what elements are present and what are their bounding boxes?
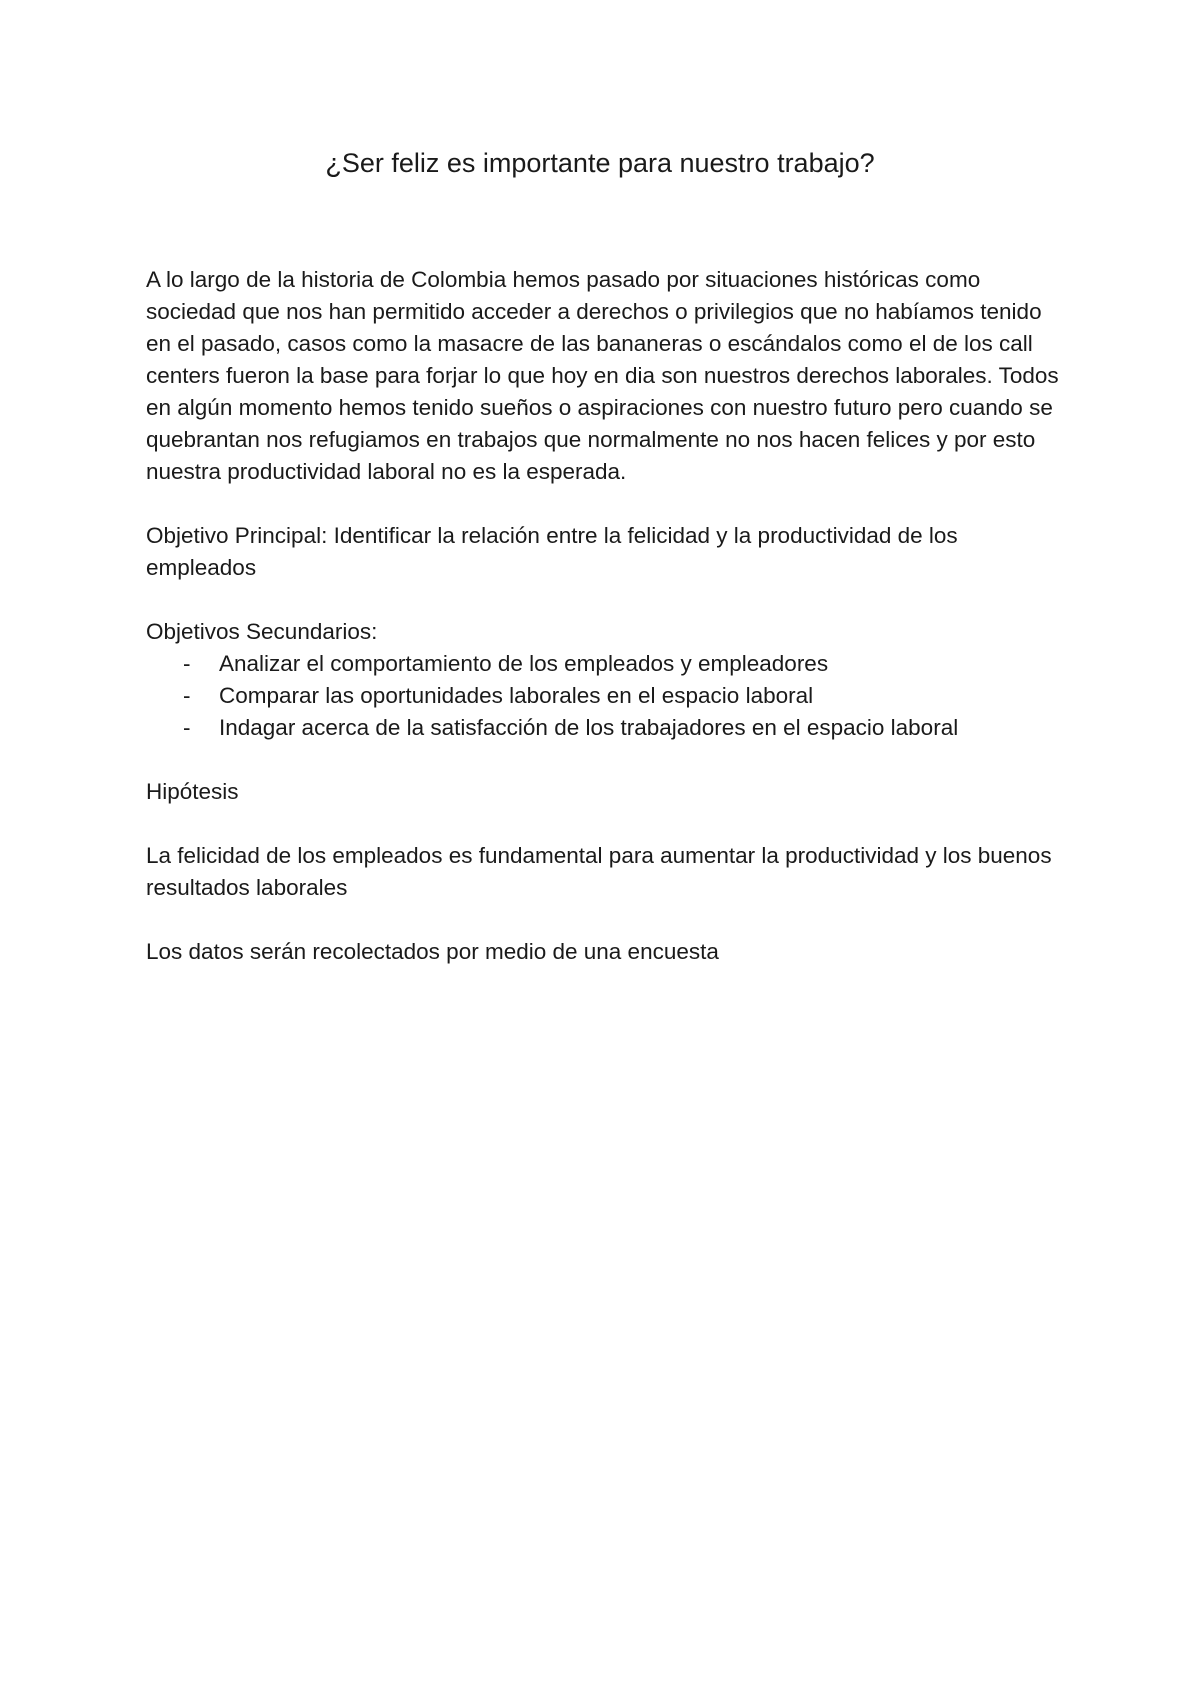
secondary-objectives-list xyxy=(146,648,1066,744)
document-title: ¿Ser feliz es importante para nuestro trabajo? xyxy=(325,148,875,178)
document-body xyxy=(146,264,1066,1000)
list-item xyxy=(146,712,1066,744)
hypothesis-heading: Hipótesis xyxy=(146,779,239,804)
list-item xyxy=(146,680,1066,712)
list-item-text: Analizar el comportamiento de los empleados y empleadores xyxy=(219,651,829,676)
bullet-dash: - xyxy=(183,715,191,740)
data-collection-paragraph: Los datos serán recolectados por medio de una encuesta xyxy=(146,939,719,964)
list-item-text: Indagar acerca de la satisfacción de los trabajadores en el espacio laboral xyxy=(219,715,959,740)
secondary-objectives-heading: Objetivos Secundarios: xyxy=(146,619,378,644)
bullet-dash: - xyxy=(183,683,191,708)
intro-paragraph: A lo largo de la historia de Colombia hemos pasado por situaciones históricas como sociedad que nos han permitido acceder a derechos o privilegios que no habíamos tenido en el pasado, casos como la masacre de las bananeras o escándalos como el de los call centers fueron la base para forjar lo que hoy en dia son nuestros derechos laborales. Todos en algún momento hemos tenido sueños o aspiraciones con nuestro futuro pero cuando se quebrantan nos refugiamos en trabajos que normalmente no nos hacen felices y por esto nuestra productividad laboral no es la esperada. xyxy=(146,267,1059,484)
bullet-dash: - xyxy=(183,651,191,676)
hypothesis-paragraph: La felicidad de los empleados es fundamental para aumentar la productividad y los buenos resultados laborales xyxy=(146,843,1052,900)
main-objective-paragraph: Objetivo Principal: Identificar la relación entre la felicidad y la productividad de los empleados xyxy=(146,523,958,580)
list-item-text: Comparar las oportunidades laborales en el espacio laboral xyxy=(219,683,814,708)
list-item xyxy=(146,648,1066,680)
